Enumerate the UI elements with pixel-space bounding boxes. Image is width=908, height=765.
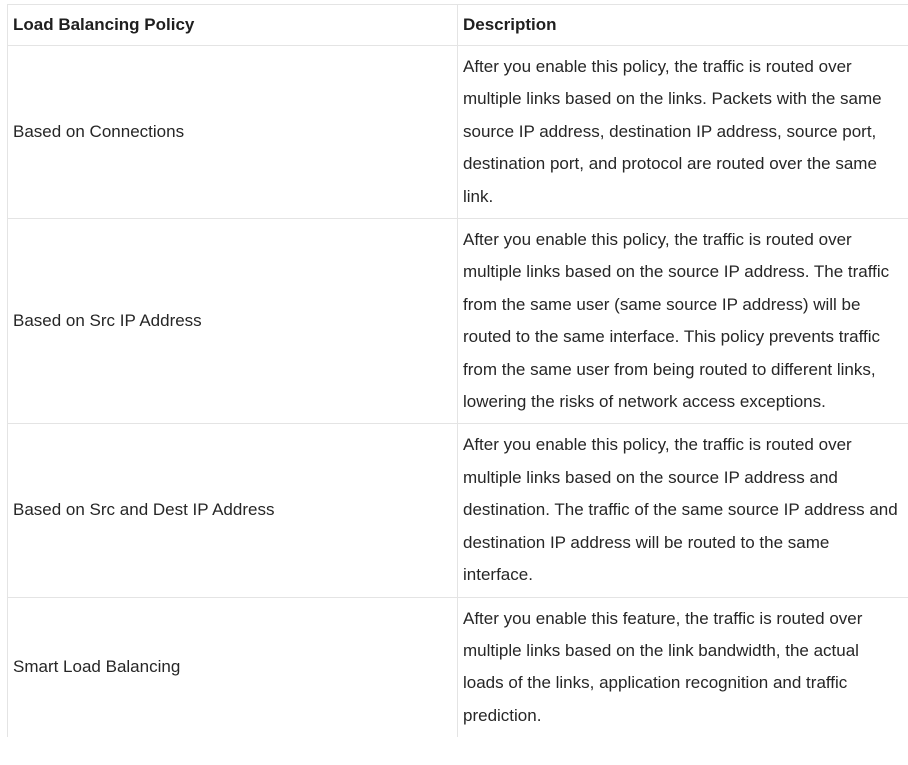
table-row — [8, 424, 908, 597]
table-row — [8, 219, 908, 424]
table-row — [8, 46, 908, 219]
policy-description-cell: After you enable this feature, the traffic is routed over multiple links based on the link bandwidth, the actual loads of the links, application recognition and traffic prediction. — [458, 597, 908, 737]
load-balancing-policy-table — [7, 4, 908, 737]
policy-description-cell: After you enable this policy, the traffic is routed over multiple links based on the source IP address. The traffic from the same user (same source IP address) will be routed to the same interface. This policy prevents traffic from the same user from being routed to different links, lowering the risks of network access exceptions. — [458, 219, 908, 424]
policy-name-cell: Based on Connections — [8, 46, 458, 219]
table-header-row — [8, 5, 908, 46]
column-header-policy: Load Balancing Policy — [8, 5, 458, 46]
column-header-description: Description — [458, 5, 908, 46]
policy-name-cell: Based on Src IP Address — [8, 219, 458, 424]
table-row — [8, 597, 908, 737]
policy-name-cell: Smart Load Balancing — [8, 597, 458, 737]
policy-description-cell: After you enable this policy, the traffic is routed over multiple links based on the links. Packets with the same source IP address, destination IP address, source port, destination port, and protocol are routed over the same link. — [458, 46, 908, 219]
policy-description-cell: After you enable this policy, the traffic is routed over multiple links based on the source IP address and destination. The traffic of the same source IP address and destination IP address will be routed to the same interface. — [458, 424, 908, 597]
policy-name-cell: Based on Src and Dest IP Address — [8, 424, 458, 597]
